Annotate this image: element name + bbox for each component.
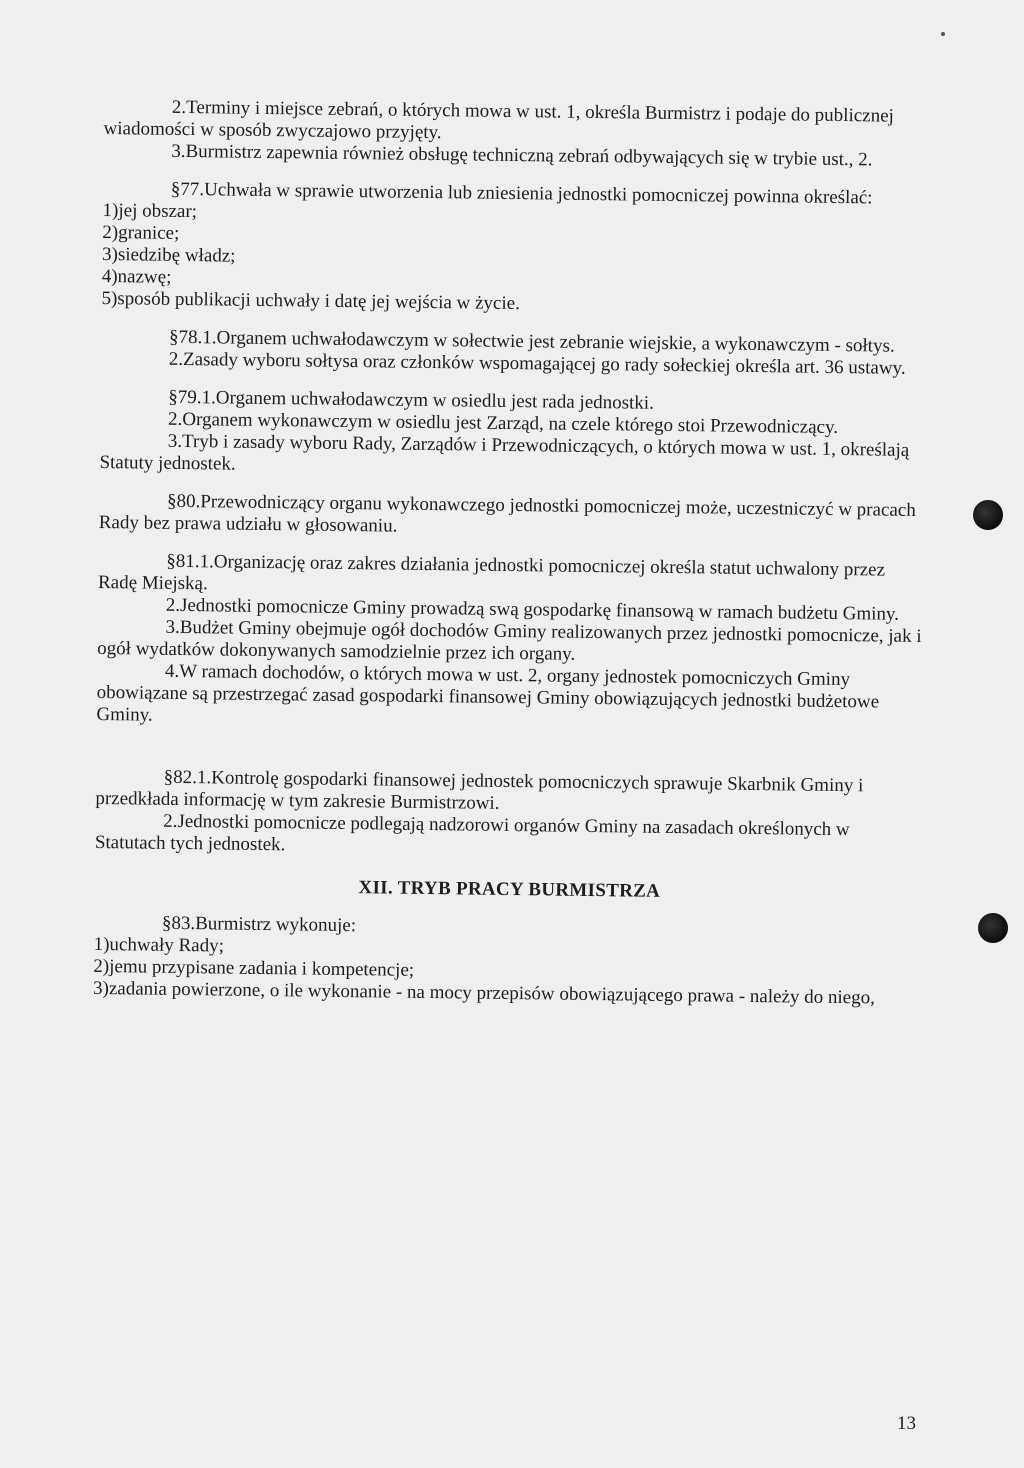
paragraph: 1)jej obszar; xyxy=(102,199,198,223)
paragraph: §78.1.Organem uchwałodawczym w sołectwie jest zebranie wiejskie, a wykonawczym - sołtys. xyxy=(168,326,895,357)
paragraphs-after-heading xyxy=(93,912,924,1010)
page-number: 13 xyxy=(897,1413,916,1434)
paragraph: 2)jemu przypisane zadania i kompetencje; xyxy=(93,955,415,981)
section-heading: XII. TRYB PRACY BURMISTRZA xyxy=(358,877,661,902)
paragraph: §79.1.Organem uchwałodawczym w osiedlu jest rada jednostki. xyxy=(168,386,655,414)
document-body xyxy=(93,96,934,1010)
paragraph: 3.Burmistrz zapewnia również obsługę techniczną zebrań odbywających się w trybie ust., 2. xyxy=(171,140,873,171)
paragraph: §82.1.Kontrolę gospodarki finansowej jednostek pomocniczych sprawuje Skarbnik Gminy i przedkłada informację w tym zakresie Burmistrzowi. xyxy=(95,766,864,814)
paragraph: 3.Tryb i zasady wyboru Rady, Zarządów i Przewodniczących, o których mowa w ust. 1, określają Statuty jednostek. xyxy=(99,430,910,475)
paragraph: 3)siedzibę władz; xyxy=(101,243,236,267)
paragraph: 3.Budżet Gminy obejmuje ogół dochodów Gminy realizowanych przez jednostki pomocnicze, jak i ogół wydatków dokonywanych samodzielnie przez ich organy. xyxy=(97,616,922,665)
paragraph: 4)nazwę; xyxy=(101,265,172,288)
paragraph: 2)granice; xyxy=(102,221,180,244)
punch-hole-upper xyxy=(973,500,1003,530)
paragraph: 2.Organem wykonawczym w osiedlu jest Zarząd, na czele którego stoi Przewodniczący. xyxy=(167,408,839,438)
paragraph: §80.Przewodniczący organu wykonawczego jednostki pomocniczej może, uczestniczyć w pracach Rady bez prawa udziału w głosowaniu. xyxy=(98,490,916,537)
paragraph: §81.1.Organizację oraz zakres działania jednostki pomocniczej określa statut uchwalony przez Radę Miejską. xyxy=(97,550,886,595)
paragraph: 4.W ramach dochodów, o których mowa w ust. 2, organy jednostek pomocniczych Gminy obowiązane są przestrzegać zasad gospodarki finansowej Gminy obowiązujących jednostki budżetowe Gminy. xyxy=(96,660,880,726)
paragraph: 1)uchwały Rady; xyxy=(93,933,225,957)
paragraph: §83.Burmistrz wykonuje: xyxy=(161,912,357,937)
scan-speck xyxy=(941,32,945,36)
punch-hole-lower xyxy=(978,913,1008,943)
paragraph: 2.Jednostki pomocnicze Gminy prowadzą swą gospodarkę finansową w ramach budżetu Gminy. xyxy=(165,594,900,625)
paragraph: §77.Uchwała w sprawie utworzenia lub zniesienia jednostki pomocniczej powinna określać: xyxy=(170,178,873,209)
paragraph: 5)sposób publikacji uchwały i datę jej wejścia w życie. xyxy=(101,287,521,315)
paragraph: 3)zadania powierzone, o ile wykonanie - na mocy przepisów obowiązującego prawa - należy do niego, xyxy=(92,977,876,1009)
paragraph: 2.Zasady wyboru sołtysa oraz członków wspomagającej go rady sołeckiej określa art. 36 ustawy. xyxy=(168,348,906,379)
paragraphs-before-heading xyxy=(95,96,934,864)
paragraph: 2.Terminy i miejsce zebrań, o których mowa w ust. 1, określa Burmistrz i podaje do publicznej wiadomości w sposób zwyczajowo przyjęty. xyxy=(103,96,895,144)
paragraph: 2.Jednostki pomocnicze podlegają nadzorowi organów Gminy na zasadach określonych w Statutach tych jednostek. xyxy=(94,810,850,856)
